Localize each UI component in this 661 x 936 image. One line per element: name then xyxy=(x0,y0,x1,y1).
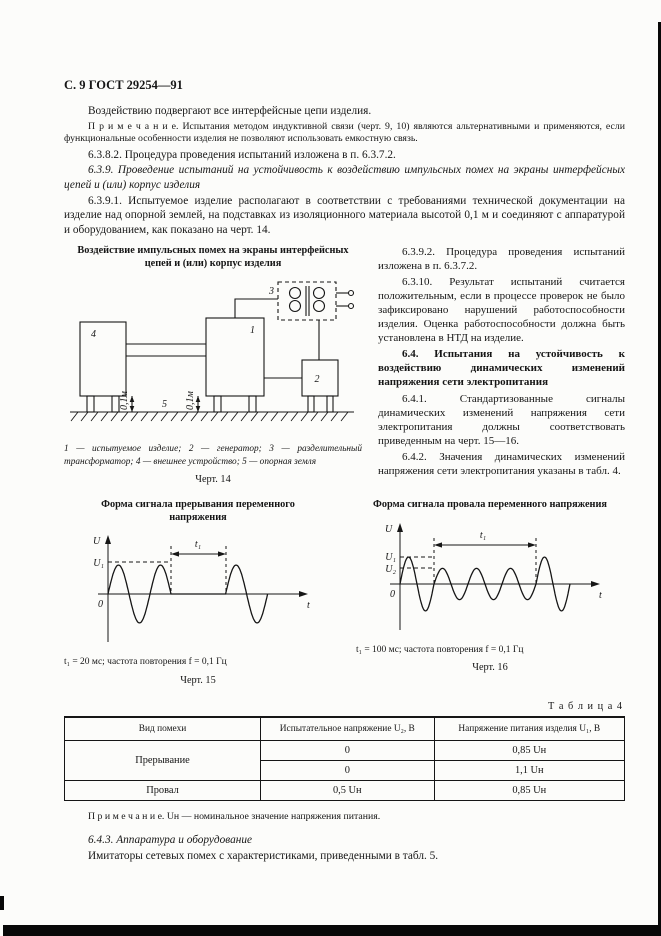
axis-arrowhead xyxy=(591,581,600,587)
label-height-2: 0,1м xyxy=(185,391,196,411)
figure-16-caption: t₁ = 100 мс; частота повторения f = 0,1 Гц xyxy=(356,644,524,655)
label-ground: 5 xyxy=(162,399,167,411)
cell-u1: 1,1 Uн xyxy=(434,760,624,780)
label-height: 0,1м xyxy=(119,391,130,411)
insulating-stand xyxy=(327,396,333,412)
arrowhead xyxy=(528,542,536,547)
terminal xyxy=(349,304,354,309)
page-header: С. 9 ГОСТ 29254—91 xyxy=(64,78,183,92)
transformer-box xyxy=(278,282,336,320)
cell-u2: 0 xyxy=(261,740,435,760)
heading-639: 6.3.9. Проведение испытаний на устойчивость к воздействию импульсных помех на экраны интерфейсных цепей и (или) корпус изделия xyxy=(64,164,625,192)
axis-label-u2: U₂ xyxy=(385,563,396,575)
transformer-winding xyxy=(314,288,325,299)
heading-64: 6.4. Испытания на устойчивость к воздействию динамических изменений напряжения сети электропитания xyxy=(378,348,625,389)
cell-u2: 0 xyxy=(261,760,435,780)
insulating-stand xyxy=(214,396,221,412)
right-column-text xyxy=(378,245,625,485)
axis-label-u: U xyxy=(93,536,101,548)
scan-artifact-left xyxy=(0,896,4,910)
waveform-figures xyxy=(64,499,625,686)
arrowhead xyxy=(218,552,226,557)
axis-label-u1: U₁ xyxy=(93,558,104,570)
paragraph-note-1: П р и м е ч а н и е. Испытания методом индуктивной связи (черт. 9, 10) являются альтернативными и применяются, если функциональные особенности изделия не позволяют использовать емкостную связь. xyxy=(64,120,625,145)
axis-arrowhead xyxy=(299,591,308,597)
axis-label-u1: U₁ xyxy=(385,551,396,563)
transformer-winding xyxy=(314,301,325,312)
terminal xyxy=(349,291,354,296)
heading-643: 6.4.3. Аппаратура и оборудование xyxy=(88,834,252,847)
paragraph-642: 6.4.2. Значения динамических изменений напряжения сети электропитания указаны в табл. 4. xyxy=(378,450,625,477)
axis-arrowhead xyxy=(397,523,403,532)
device-under-test-box xyxy=(206,318,264,396)
paragraph-intro: Воздействию подвергают все интерфейсные цепи изделия. xyxy=(88,105,372,117)
arrowhead xyxy=(196,406,201,412)
label-generator: 2 xyxy=(314,374,320,386)
arrowhead xyxy=(196,396,201,402)
table-4-label: Т а б л и ц а 4 xyxy=(548,700,623,712)
paragraph-6310: 6.3.10. Результат испытаний считается положительным, если в процессе проверок не было зафиксировано нарушений работоспособности изделия. Оценка работоспособности должна быть установлена в НТД на изделие. xyxy=(378,275,625,345)
scan-artifact-bottom xyxy=(3,925,661,936)
figure-16 xyxy=(356,499,624,686)
label-external-device: 4 xyxy=(91,329,96,341)
circuit-diagram xyxy=(64,276,360,434)
arrowhead xyxy=(130,396,135,402)
transformer-winding xyxy=(290,288,301,299)
columns-section xyxy=(64,245,625,485)
paragraph-note-2: П р и м е ч а н и е. Uн — номинальное значение напряжения питания. xyxy=(88,810,381,822)
transformer-winding xyxy=(290,301,301,312)
table-row xyxy=(65,780,625,800)
figure-15-title: Форма сигнала прерывания переменного напряжения xyxy=(101,498,295,523)
interruption-waveform xyxy=(78,530,318,650)
table-4 xyxy=(64,716,625,801)
arrowhead xyxy=(434,542,442,547)
figure-15 xyxy=(64,499,332,686)
figure-14 xyxy=(64,245,362,485)
paragraph-6391: 6.3.9.1. Испытуемое изделие располагают в соответствии с требованиями технической документации на изделие над опорной землей, на подставках из изоляционного материала высотой 0,1 м и соединяют с аппаратурой и оборудованием, как показано на черт. 14. xyxy=(64,194,625,237)
label-transformer: 3 xyxy=(269,286,274,298)
cell-u1: 0,85 Uн xyxy=(434,780,624,800)
connection-line xyxy=(235,299,278,318)
figure-15-caption: t₁ = 20 мс; частота повторения f = 0,1 Гц xyxy=(64,657,227,668)
table-header-test-voltage: Испытательное напряжение U₂, В xyxy=(261,717,435,741)
table-header-supply-voltage: Напряжение питания изделия U₁, В xyxy=(434,717,624,741)
axis-label-zero: 0 xyxy=(98,599,103,611)
label-t1: t₁ xyxy=(479,529,487,541)
arrowhead xyxy=(130,406,135,412)
cell-kind-dip: Провал xyxy=(65,780,261,800)
paragraph-last: Имитаторы сетевых помех с характеристиками, приведенными в табл. 5. xyxy=(88,849,439,862)
figure-14-label: Черт. 14 xyxy=(195,473,231,485)
paragraph-6392: 6.3.9.2. Процедура проведения испытаний изложена в п. 6.3.7.2. xyxy=(378,245,625,272)
ground-hatching xyxy=(71,412,348,421)
insulating-stand xyxy=(87,396,94,412)
cell-u1: 0,85 Uн xyxy=(434,740,624,760)
paragraph-641: 6.4.1. Стандартизованные сигналы динамических изменений напряжения сети электропитания должны соответствовать приведенным на черт. 15—16. xyxy=(378,392,625,447)
table-row xyxy=(65,740,625,760)
figure-16-title: Форма сигнала провала переменного напряжения xyxy=(373,498,607,510)
insulating-stand xyxy=(308,396,314,412)
axis-label-zero: 0 xyxy=(390,588,395,600)
insulating-stand xyxy=(249,396,256,412)
figure-16-label: Черт. 16 xyxy=(472,661,508,673)
axis-label-u: U xyxy=(385,523,393,535)
arrowhead xyxy=(171,552,179,557)
cell-u2: 0,5 Uн xyxy=(261,780,435,800)
figure-14-caption: 1 — испытуемое изделие; 2 — генератор; 3 — разделительный трансформатор; 4 — внешнее устройство; 5 — опорная земля xyxy=(64,444,362,467)
figure-14-title: Воздействие импульсных помех на экраны интерфейсных цепей и (или) корпус изделия xyxy=(77,244,349,269)
label-device-under-test: 1 xyxy=(250,325,255,337)
label-t1: t₁ xyxy=(194,539,202,551)
generator-box xyxy=(302,360,338,396)
paragraph-6382: 6.3.8.2. Процедура проведения испытаний изложена в п. 6.3.7.2. xyxy=(88,148,396,161)
insulating-stand xyxy=(112,396,119,412)
external-device-box xyxy=(80,322,126,396)
axis-label-t: t xyxy=(599,589,602,601)
figure-15-label: Черт. 15 xyxy=(180,674,216,686)
axis-label-t: t xyxy=(307,600,310,612)
cell-kind-interruption: Прерывание xyxy=(65,740,261,780)
table-header-row xyxy=(65,717,625,741)
page-content xyxy=(64,78,625,922)
table-header-kind: Вид помехи xyxy=(65,717,261,741)
axis-arrowhead xyxy=(105,535,111,544)
dip-waveform xyxy=(370,518,610,638)
